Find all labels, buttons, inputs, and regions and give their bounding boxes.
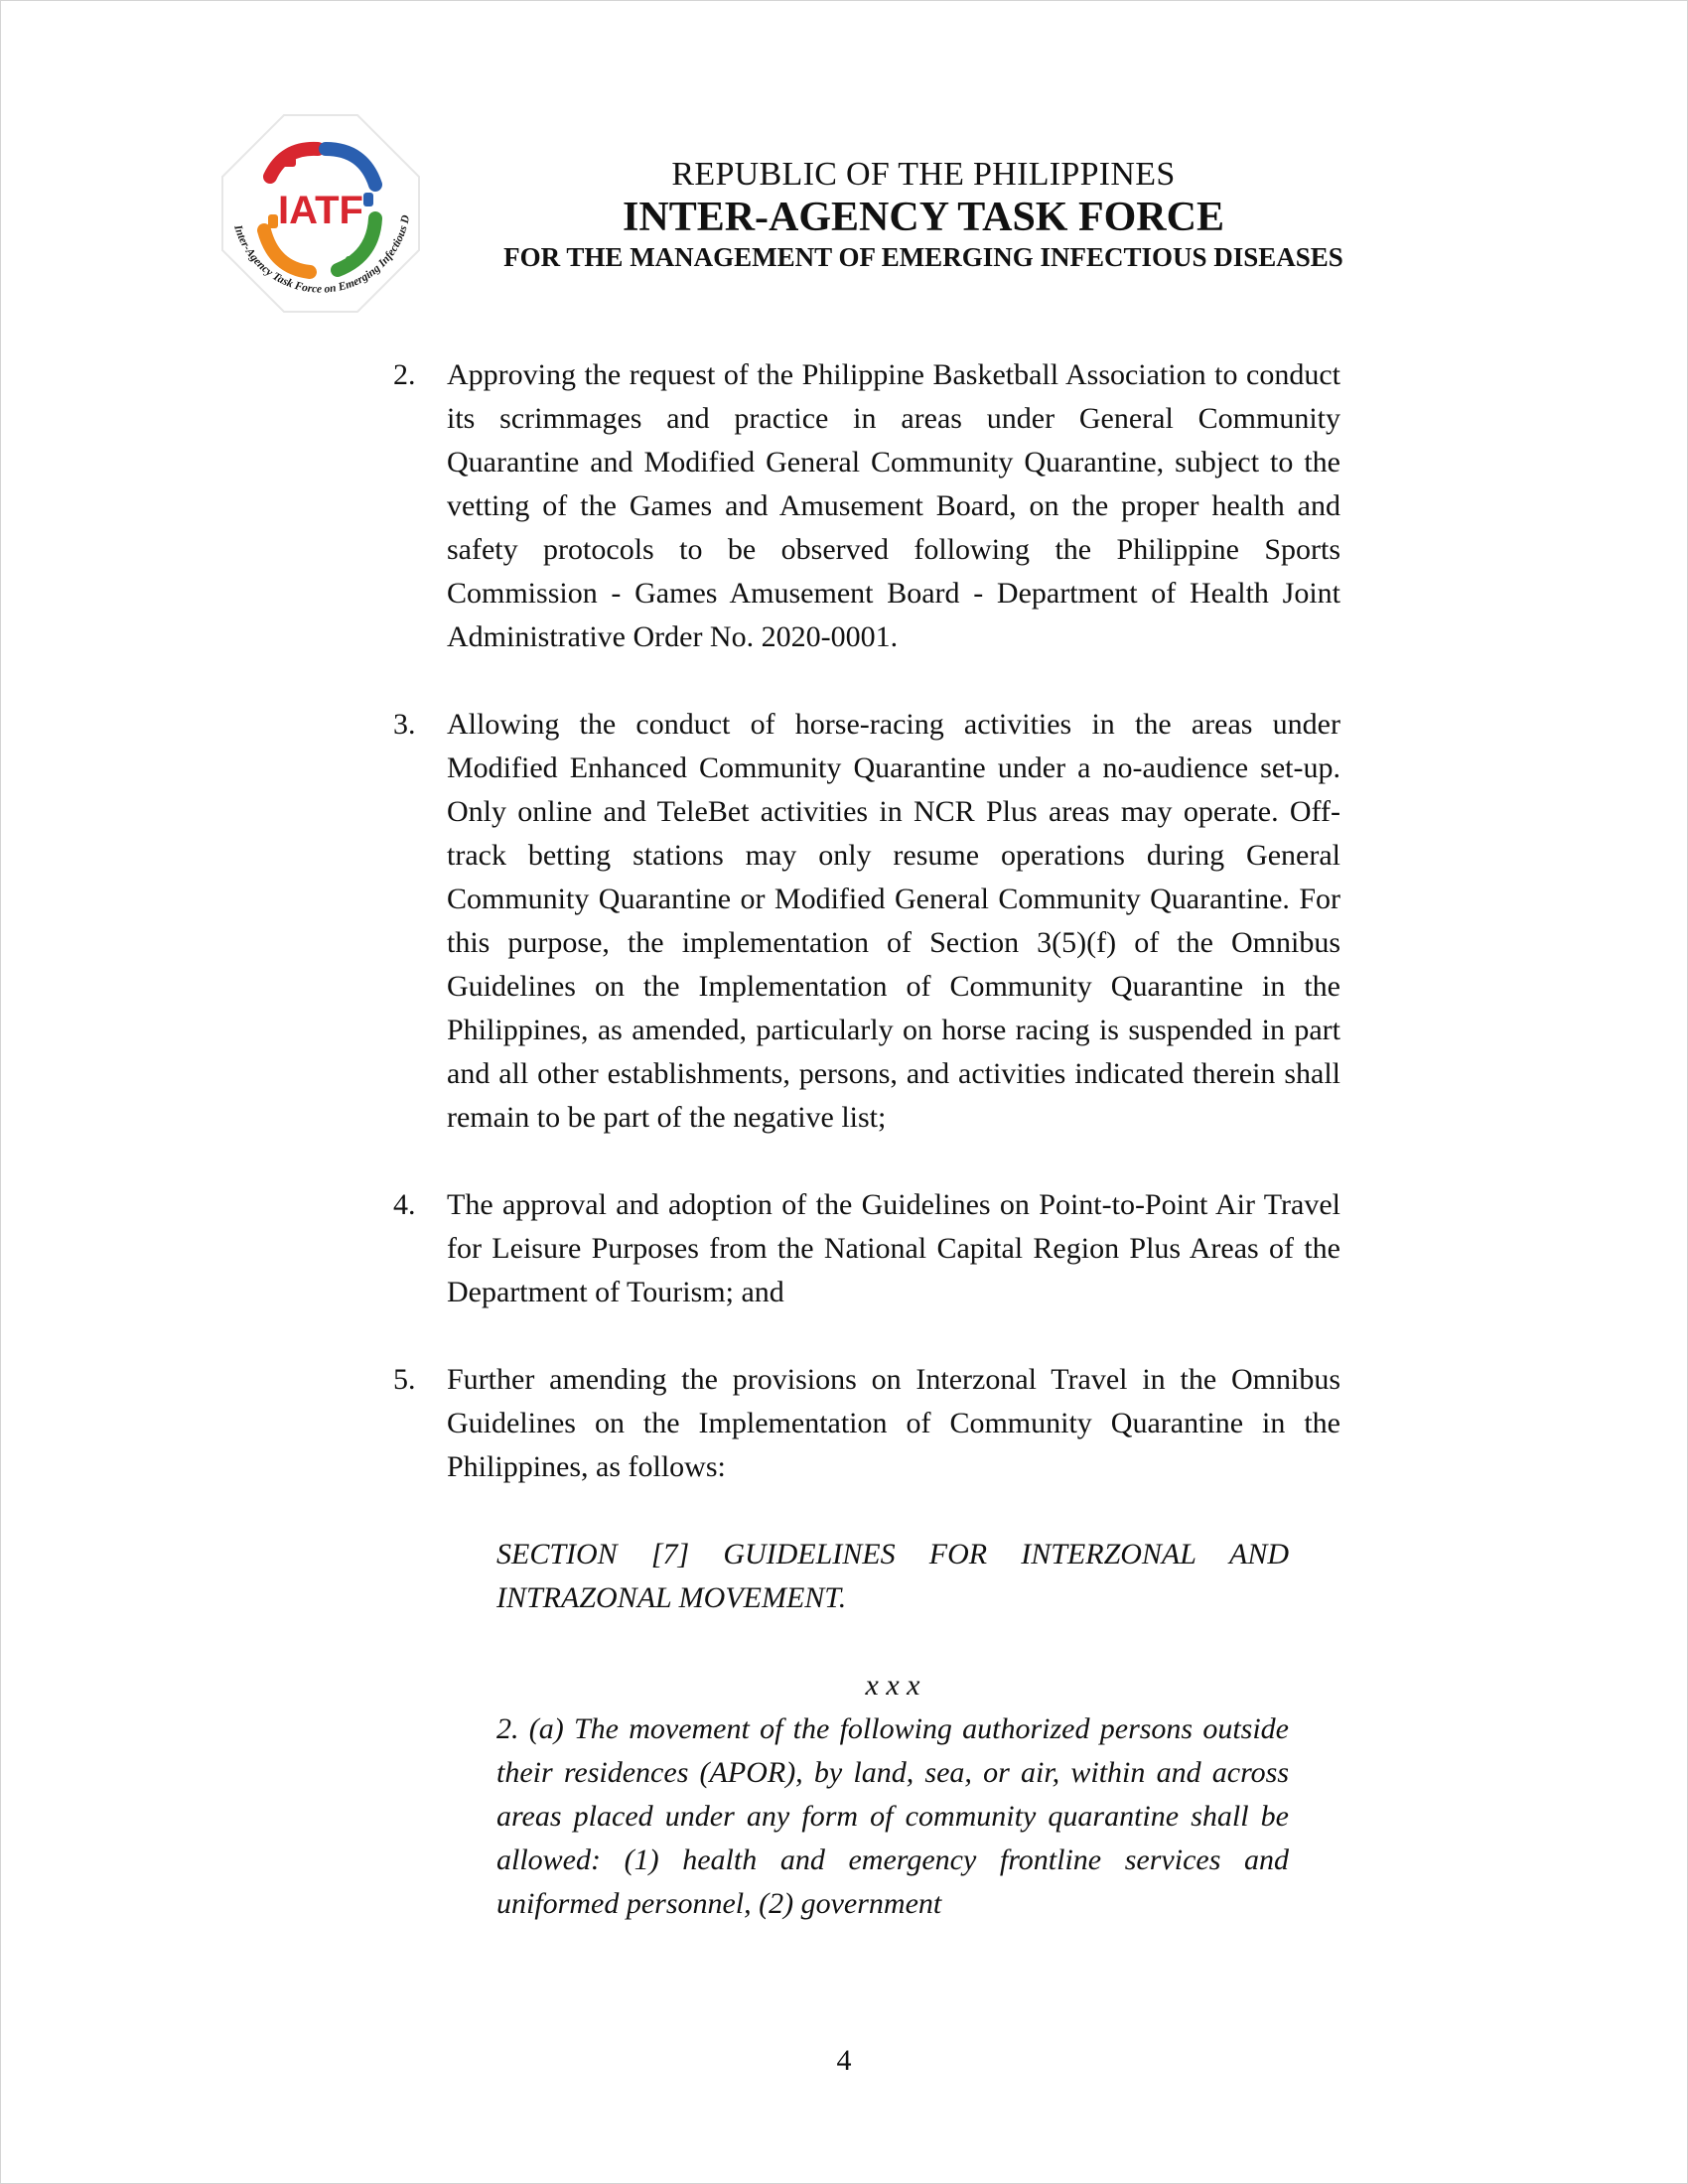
section-title: SECTION [7] GUIDELINES FOR INTERZONAL AND INTRAZONAL MOVEMENT. (496, 1538, 1289, 1614)
item-text: Allowing the conduct of horse-racing activities in the areas under Modified Enhanced Community Quarantine under a no-audience set-up. Only online and TeleBet activities in NCR Plus areas may operate. Off-track betting stations may only resume operations during General Community Quarantine or Modified General Community Quarantine. For this purpose, the implementation of Section 3(5)(f) of the Omnibus Guidelines on the Implementation of Community Quarantine in the Philippines, as amended, particularly on horse racing is suspended in part and all other establishments, persons, and activities indicated therein shall remain to be part of the negative list; (447, 708, 1340, 1134)
letterhead (427, 155, 1420, 274)
republic-heading: REPUBLIC OF THE PHILIPPINES (671, 156, 1176, 193)
list-item (393, 353, 1340, 659)
item-number: 3. (393, 708, 416, 741)
list-item (393, 703, 1340, 1140)
quoted-section (496, 1533, 1289, 1926)
item-number: 4. (393, 1188, 416, 1221)
logo-text: IATF (278, 189, 363, 232)
document-body (393, 353, 1340, 1926)
iatf-logo (214, 107, 427, 320)
page-number: 4 (836, 2044, 852, 2077)
agency-heading: INTER-AGENCY TASK FORCE (623, 195, 1224, 240)
item-number: 5. (393, 1363, 416, 1396)
item-number: 2. (393, 358, 416, 391)
list-item (393, 1183, 1340, 1314)
item-text: The approval and adoption of the Guidelines on Point-to-Point Air Travel for Leisure Purposes from the National Capital Region Plus Areas of the Department of Tourism; and (447, 1188, 1340, 1308)
logo-ring-text: Inter-Agency Task Force on Emerging Infectious D (231, 213, 413, 296)
list-item (393, 1358, 1340, 1489)
section-paragraph: 2. (a) The movement of the following authorized persons outside their residences (APOR), by land, sea, or air, within and across areas placed under any form of community quarantine shall be allowed: (1) health and emergency frontline services and uniformed personnel, (2) government (496, 1712, 1289, 1920)
item-text: Further amending the provisions on Interzonal Travel in the Omnibus Guidelines on the Implementation of Community Quarantine in the Philippines, as follows: (447, 1363, 1340, 1483)
omission-separator: x x x (865, 1669, 920, 1702)
item-text: Approving the request of the Philippine Basketball Association to conduct its scrimmages and practice in areas under General Community Quarantine and Modified General Community Quarantine, subject to the vetting of the Games and Amusement Board, on the proper health and safety protocols to be observed following the Philippine Sports Commission - Games Amusement Board - Department of Health Joint Administrative Order No. 2020-0001. (447, 358, 1340, 653)
agency-subheading: FOR THE MANAGEMENT OF EMERGING INFECTIOUS DISEASES (503, 242, 1343, 272)
